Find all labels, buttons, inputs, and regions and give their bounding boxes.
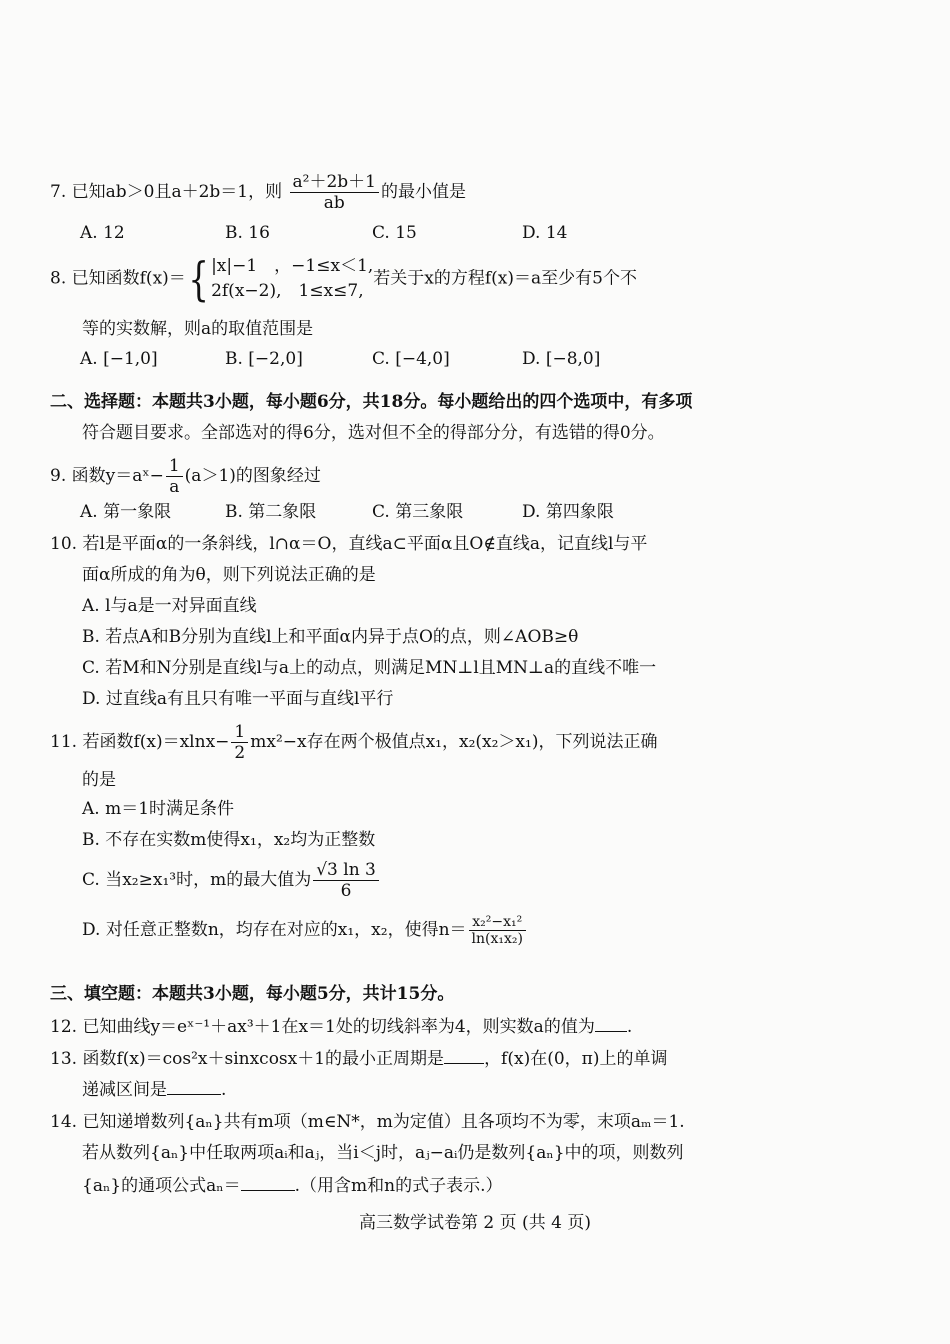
option-d — [82, 914, 528, 947]
question-number: 8. — [50, 268, 67, 289]
option-a: A. m＝1时满足条件 — [82, 799, 235, 819]
question-14 — [50, 1110, 900, 1134]
option-a: A. l与a是一对异面直线 — [82, 596, 257, 616]
question-number: 11. — [50, 732, 78, 752]
options-7 — [80, 220, 780, 246]
question-text: 若关于x的方程f(x)＝a至少有5个不 — [373, 268, 637, 289]
option-b: B. 不存在实数m使得x₁，x₂均为正整数 — [82, 830, 376, 850]
option-c: C. 15 — [372, 223, 417, 243]
question-number: 10. — [50, 534, 78, 554]
punctuation: . — [626, 1017, 633, 1037]
question-condition: ab＞0且a＋2b＝1，则 — [105, 182, 283, 202]
option-d: D. 14 — [522, 223, 568, 243]
case-2: 2f(x−2), 1≤x≤7, — [211, 281, 364, 301]
question-number: 13. — [50, 1049, 78, 1069]
answer-blank[interactable] — [167, 1076, 221, 1095]
question-text: 已知曲线y＝eˣ⁻¹＋ax³＋1在x＝1处的切线斜率为4，则实数a的值为 — [82, 1017, 595, 1037]
page-footer: 高三数学试卷第 2 页 (共 4 页) — [359, 1213, 591, 1233]
answer-blank[interactable] — [595, 1013, 627, 1032]
option-c: C. [−4,0] — [372, 349, 450, 369]
fraction-denominator: ab — [323, 193, 345, 213]
section-3-heading: 三、填空题：本题共3小题，每小题5分，共计15分。 — [50, 984, 455, 1004]
question-12 — [50, 1013, 900, 1039]
question-8 — [50, 254, 900, 304]
fraction — [166, 456, 183, 497]
fraction-denominator: 2 — [234, 743, 246, 763]
question-text: .（用含m和n的式子表示.） — [294, 1176, 503, 1196]
fraction — [290, 172, 379, 213]
option-a: A. 第一象限 — [80, 502, 172, 522]
fraction-denominator: ln(x₁x₂) — [471, 931, 523, 947]
question-text: 已知函数f(x)＝ — [71, 268, 186, 289]
question-text: 若函数f(x)＝xlnx− — [82, 732, 230, 752]
fraction-denominator: a — [169, 477, 180, 497]
answer-blank[interactable] — [241, 1172, 295, 1191]
fraction-numerator: √3 ln 3 — [313, 860, 379, 881]
option-b: B. 若点A和B分别为直线l上和平面α内异于点O的点，则∠AOB≥θ — [82, 627, 579, 647]
option-text: C. 当x₂≥x₁³时，m的最大值为 — [82, 870, 312, 890]
question-number: 7. — [50, 182, 67, 202]
question-text: 已知递增数列{aₙ}共有m项（m∈N*，m为定值）且各项均不为零，末项aₘ＝1. — [82, 1112, 685, 1132]
fraction-denominator: 6 — [340, 881, 352, 901]
question-number: 14. — [50, 1112, 78, 1132]
punctuation: . — [221, 1080, 227, 1100]
options-9 — [80, 499, 780, 525]
question-13-line2 — [82, 1076, 226, 1102]
question-text: {aₙ}的通项公式aₙ＝ — [82, 1176, 241, 1196]
question-9 — [50, 456, 900, 497]
option-b: B. 第二象限 — [225, 502, 317, 522]
option-d: D. 第四象限 — [522, 502, 614, 522]
question-number: 9. — [50, 466, 67, 486]
fraction-numerator: a²＋2b＋1 — [290, 172, 379, 193]
question-text: 函数f(x)＝cos²x＋sinxcosx＋1的最小正周期是 — [82, 1049, 445, 1069]
option-a: A. 12 — [80, 223, 125, 243]
question-text: 若l是平面α的一条斜线，l∩α＝O，直线a⊂平面α且O∉直线a，记直线l与平 — [82, 534, 648, 554]
option-b: B. [−2,0] — [225, 349, 303, 369]
answer-blank[interactable] — [444, 1045, 484, 1064]
option-c: C. 第三象限 — [372, 502, 464, 522]
question-text: 函数y＝aˣ− — [71, 466, 164, 486]
option-text: D. 对任意正整数n，均存在对应的x₁，x₂，使得n＝ — [82, 920, 467, 940]
option-a: A. [−1,0] — [80, 349, 158, 369]
question-10-line2: 面α所成的角为θ，则下列说法正确的是 — [82, 565, 376, 585]
question-text: 的最小值是 — [381, 182, 466, 202]
option-d: D. 过直线a有且只有唯一平面与直线l平行 — [82, 689, 394, 709]
left-brace: { — [188, 252, 209, 306]
option-c: C. 若M和N分别是直线l与a上的动点，则满足MN⊥l且MN⊥a的直线不唯一 — [82, 658, 657, 678]
fraction — [469, 914, 526, 947]
fraction-numerator: x₂²−x₁² — [469, 914, 526, 931]
option-d: D. [−8,0] — [522, 349, 601, 369]
question-11-line2: 的是 — [82, 770, 116, 790]
fraction — [313, 860, 379, 901]
question-text: 递减区间是 — [82, 1080, 167, 1100]
question-13 — [50, 1045, 900, 1071]
fraction — [231, 722, 248, 763]
question-text: 已知 — [71, 182, 106, 202]
case-1: |x|−1 ，−1≤x＜1, — [211, 256, 374, 276]
fraction-numerator: 1 — [231, 722, 248, 743]
piecewise-cases — [211, 254, 373, 304]
question-11 — [50, 722, 900, 763]
question-text: ，f(x)在(0，π)上的单调 — [484, 1049, 668, 1069]
fraction-numerator: 1 — [166, 456, 183, 477]
question-text: (a＞1)的图象经过 — [184, 466, 321, 486]
section-2-heading: 二、选择题：本题共3小题，每小题6分，共18分。每小题给出的四个选项中，有多项 — [50, 392, 693, 412]
question-14-line3 — [82, 1172, 503, 1198]
section-2-description: 符合题目要求。全部选对的得6分，选对但不全的得部分分，有选错的得0分。 — [82, 423, 665, 443]
option-c — [82, 860, 381, 901]
option-b: B. 16 — [225, 223, 270, 243]
question-text: mx²−x存在两个极值点x₁，x₂(x₂＞x₁)，下列说法正确 — [250, 732, 658, 752]
question-14-line2: 若从数列{aₙ}中任取两项aᵢ和aⱼ，当i＜j时，aⱼ−aᵢ仍是数列{aₙ}中的项，则数列 — [82, 1143, 684, 1163]
question-number: 12. — [50, 1017, 78, 1037]
question-10 — [50, 532, 900, 556]
question-8-line2: 等的实数解，则a的取值范围是 — [82, 319, 314, 339]
question-7 — [50, 172, 900, 213]
options-8 — [80, 346, 780, 372]
